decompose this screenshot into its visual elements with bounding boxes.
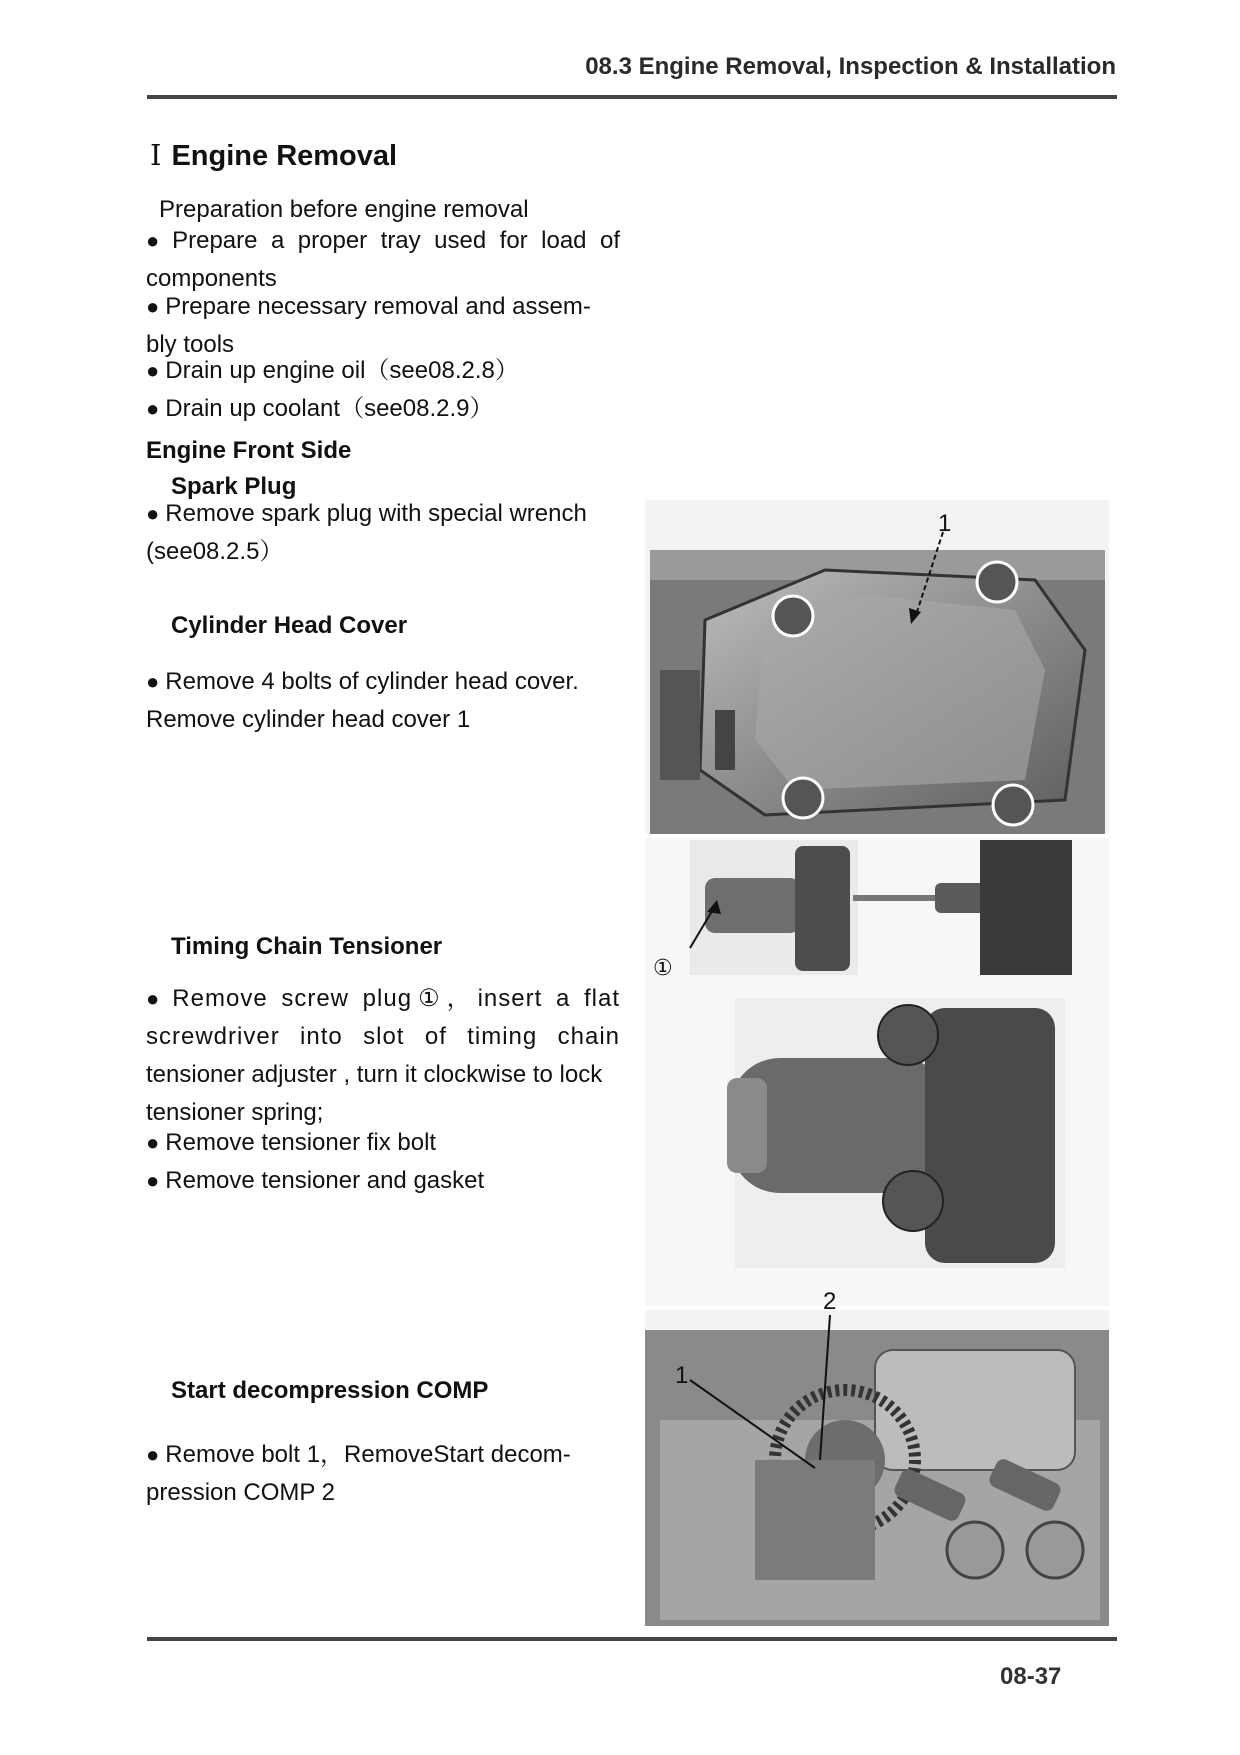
section-title-text: Engine Removal <box>171 140 398 172</box>
front-heading: Engine Front Side <box>146 437 352 464</box>
spark-line1: ● Remove spark plug with special wrench <box>146 495 620 532</box>
prep-item-1 <box>146 222 620 259</box>
comp-callout-2: 2 <box>823 1288 837 1315</box>
comp-callout-1: 1 <box>675 1362 689 1389</box>
prep-item-2: ● Prepare necessary removal and assem- <box>146 288 620 325</box>
prep-item-4: ● Drain up coolant（see08.2.9） <box>146 390 620 427</box>
header-title: 08.3 Engine Removal, Inspection & Installation <box>585 53 1116 80</box>
prep-item-3: ● Drain up engine oil（see08.2.8） <box>146 352 620 389</box>
cylinder-head-cover-figure <box>645 500 1109 834</box>
tensioner-item2: ● Remove tensioner fix bolt <box>146 1124 620 1161</box>
spark-heading: Spark Plug <box>171 473 297 500</box>
tensioner-heading: Timing Chain Tensioner <box>171 933 443 960</box>
cover-heading: Cylinder Head Cover <box>171 612 408 639</box>
start-decompression-figure <box>645 1288 1109 1626</box>
section-roman: Ⅰ <box>150 138 162 172</box>
section-title <box>150 138 397 173</box>
cover-line2: Remove cylinder head cover 1 <box>146 706 471 733</box>
tensioner-line1: ● Remove screw plug①，insert a flat <box>146 980 620 1017</box>
prep-heading: Preparation before engine removal <box>159 196 529 223</box>
comp-heading: Start decompression COMP <box>171 1377 489 1404</box>
spark-line2: (see08.2.5） <box>146 538 284 565</box>
footer-rule <box>147 1637 1117 1641</box>
tensioner-line3: tensioner adjuster , turn it clockwise to lock <box>146 1061 603 1088</box>
tensioner-line2: screwdriver into slot of timing chain <box>146 1023 620 1050</box>
tensioner-callout: ① <box>653 956 673 981</box>
timing-chain-tensioner-figure <box>645 838 1109 1306</box>
header-rule <box>147 95 1117 99</box>
cover-callout-1: 1 <box>938 510 952 537</box>
comp-line1: ● Remove bolt 1，RemoveStart decom- <box>146 1436 620 1473</box>
page-number: 08-37 <box>1000 1663 1062 1690</box>
tensioner-line4: tensioner spring; <box>146 1099 324 1126</box>
prep-item-1-cont: components <box>146 265 277 292</box>
comp-line2: pression COMP 2 <box>146 1479 335 1506</box>
prep-item-2-cont: bly tools <box>146 331 235 358</box>
cover-line1: ● Remove 4 bolts of cylinder head cover. <box>146 663 620 700</box>
prep-item-1-line1: ● Prepare a proper tray used for load of <box>146 222 620 259</box>
tensioner-item3: ● Remove tensioner and gasket <box>146 1162 620 1199</box>
